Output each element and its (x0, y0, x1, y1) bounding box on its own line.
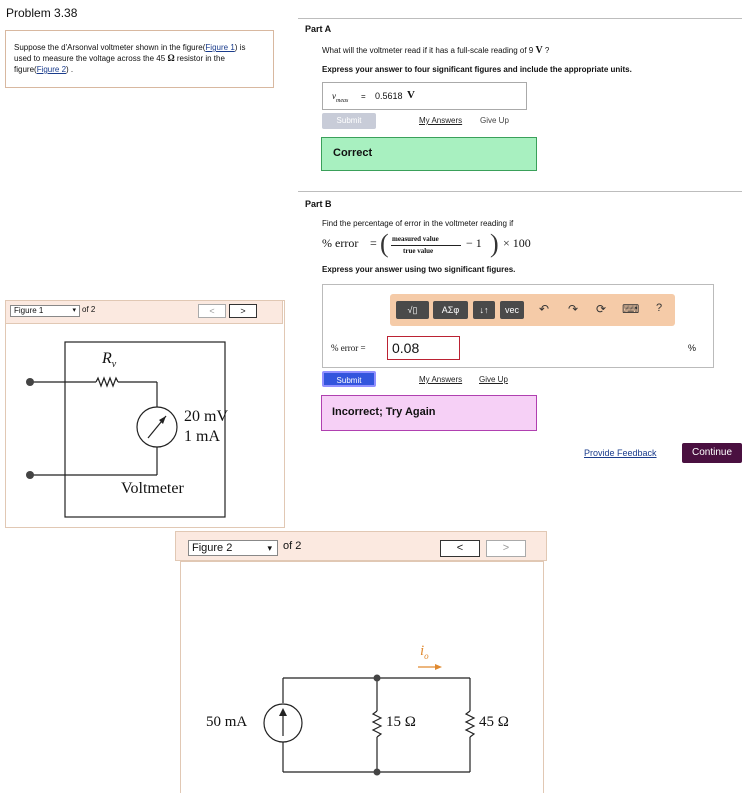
figure-1-link[interactable]: Figure 1 (205, 43, 235, 52)
part-a-question-text: What will the voltmeter read if it has a full-scale reading of 9 (322, 46, 534, 55)
part-b-submit-button[interactable]: Submit (322, 371, 376, 387)
rv-label-main: R (102, 350, 112, 367)
vmeas-sub: meas (336, 97, 349, 104)
subscript-superscript-button[interactable]: ↓↑ (473, 301, 495, 319)
node-bottom (374, 769, 381, 776)
rv-label (102, 350, 116, 370)
part-a-question (322, 45, 549, 56)
formula-right-paren: ) (490, 229, 499, 258)
figure-1-prev-button[interactable]: < (198, 304, 226, 318)
rv-resistor-symbol (96, 378, 118, 386)
figure-1-selector[interactable] (10, 305, 80, 317)
keyboard-icon[interactable]: ⌨ (622, 302, 640, 316)
part-a-heading: Part A (305, 24, 332, 34)
io-label (420, 643, 429, 661)
part-b-answer-label: % error = (331, 343, 366, 353)
part-b-question: Find the percentage of error in the voltmeter reading if (322, 219, 514, 228)
meter-rating-voltage: 20 mV (184, 408, 228, 425)
vmeas-label (332, 91, 348, 104)
fraction-bar (391, 245, 461, 246)
vmeas-var: v (332, 91, 336, 101)
provide-feedback-link[interactable]: Provide Feedback (584, 448, 657, 458)
part-a-give-up-link[interactable]: Give Up (480, 116, 509, 125)
problem-title: Problem 3.38 (6, 6, 78, 20)
io-label-main: i (420, 643, 425, 659)
part-b-feedback: Incorrect; Try Again (332, 406, 436, 418)
part-b-instructions: Express your answer using two significant figures. (322, 265, 516, 274)
part-a-answer-value: 0.5618 (375, 91, 403, 101)
divider (298, 191, 742, 192)
figure-1-next-button[interactable]: > (229, 304, 257, 318)
part-a-answer-box[interactable] (322, 82, 527, 110)
resistor-45-label: 45 Ω (479, 714, 509, 730)
reset-icon[interactable]: ⟳ (595, 302, 607, 316)
part-a-question-end: ? (544, 46, 550, 55)
figure-1-selector-label: Figure 1 (14, 306, 44, 315)
node-top (374, 675, 381, 682)
problem-text-2: ) is used to measure the voltage across the 45 (14, 43, 246, 63)
error-formula-equals: = (370, 236, 377, 250)
help-icon[interactable]: ? (655, 302, 663, 314)
io-arrowhead (435, 664, 442, 670)
problem-statement (14, 42, 264, 75)
formula-minus-one: − 1 (466, 236, 482, 250)
voltmeter-caption: Voltmeter (121, 480, 184, 497)
terminal-top (26, 378, 34, 386)
chevron-down-icon: ▾ (267, 543, 272, 553)
part-a-submit-button[interactable]: Submit (322, 113, 376, 129)
problem-text-1: Suppose the d'Arsonval voltmeter shown in the figure( (14, 43, 206, 52)
figure-2-link[interactable]: Figure 2 (36, 65, 67, 74)
current-divider-circuit-diagram (180, 561, 544, 793)
rv-label-sub: v (111, 359, 117, 371)
figure-2-prev-button[interactable]: < (440, 540, 480, 557)
part-b-give-up-link[interactable]: Give Up (479, 375, 508, 384)
part-b-answer-unit: % (688, 343, 697, 353)
part-a-question-unit: V (535, 45, 543, 56)
resistor-15-label: 15 Ω (386, 714, 416, 730)
omega-symbol: Ω (167, 53, 175, 63)
figure-2-selector[interactable] (188, 540, 278, 556)
terminal-bottom (26, 471, 34, 479)
vector-button[interactable]: vec (500, 301, 524, 319)
greek-symbols-button[interactable]: ΑΣφ (433, 301, 468, 319)
problem-text-4: ) . (66, 65, 74, 74)
undo-icon[interactable]: ↶ (538, 302, 550, 316)
part-b-answer-input[interactable]: 0.08 (387, 336, 460, 360)
problem-text-3: resistor in the figure( (14, 54, 225, 74)
source-label: 50 mA (206, 714, 248, 730)
part-a-instructions: Express your answer to four significant figures and include the appropriate units. (322, 65, 632, 74)
io-label-sub: o (424, 651, 429, 661)
formula-left-paren: ( (380, 229, 389, 258)
figure-2-next-button[interactable]: > (486, 540, 526, 557)
square-root-icon: √ (407, 305, 413, 315)
part-a-feedback: Correct (333, 147, 373, 159)
source-arrowhead (279, 708, 287, 716)
meter-rating-current: 1 mA (184, 428, 220, 445)
resistor-45-symbol (466, 711, 474, 737)
error-formula-lhs: % error (322, 236, 359, 250)
continue-button[interactable]: Continue (682, 443, 742, 463)
figure-1-of-label: of 2 (82, 305, 96, 314)
resistor-15-symbol (373, 711, 381, 737)
part-a-my-answers-link[interactable]: My Answers (419, 116, 463, 125)
template-sqrt-button[interactable]: √▯ (396, 301, 429, 319)
part-a-equals: = (361, 92, 366, 101)
figure-2-of-label: of 2 (283, 540, 302, 552)
chevron-down-icon: ▾ (72, 307, 76, 314)
figure-2-selector-label: Figure 2 (192, 542, 233, 554)
formula-times-100: × 100 (503, 236, 531, 250)
formula-numerator: measured value (392, 235, 439, 243)
divider (298, 18, 742, 19)
redo-icon[interactable]: ↷ (567, 302, 579, 316)
part-a-answer-unit: V (407, 89, 415, 101)
part-b-my-answers-link[interactable]: My Answers (419, 375, 463, 384)
part-b-heading: Part B (305, 199, 332, 209)
formula-denominator: true value (403, 247, 434, 255)
